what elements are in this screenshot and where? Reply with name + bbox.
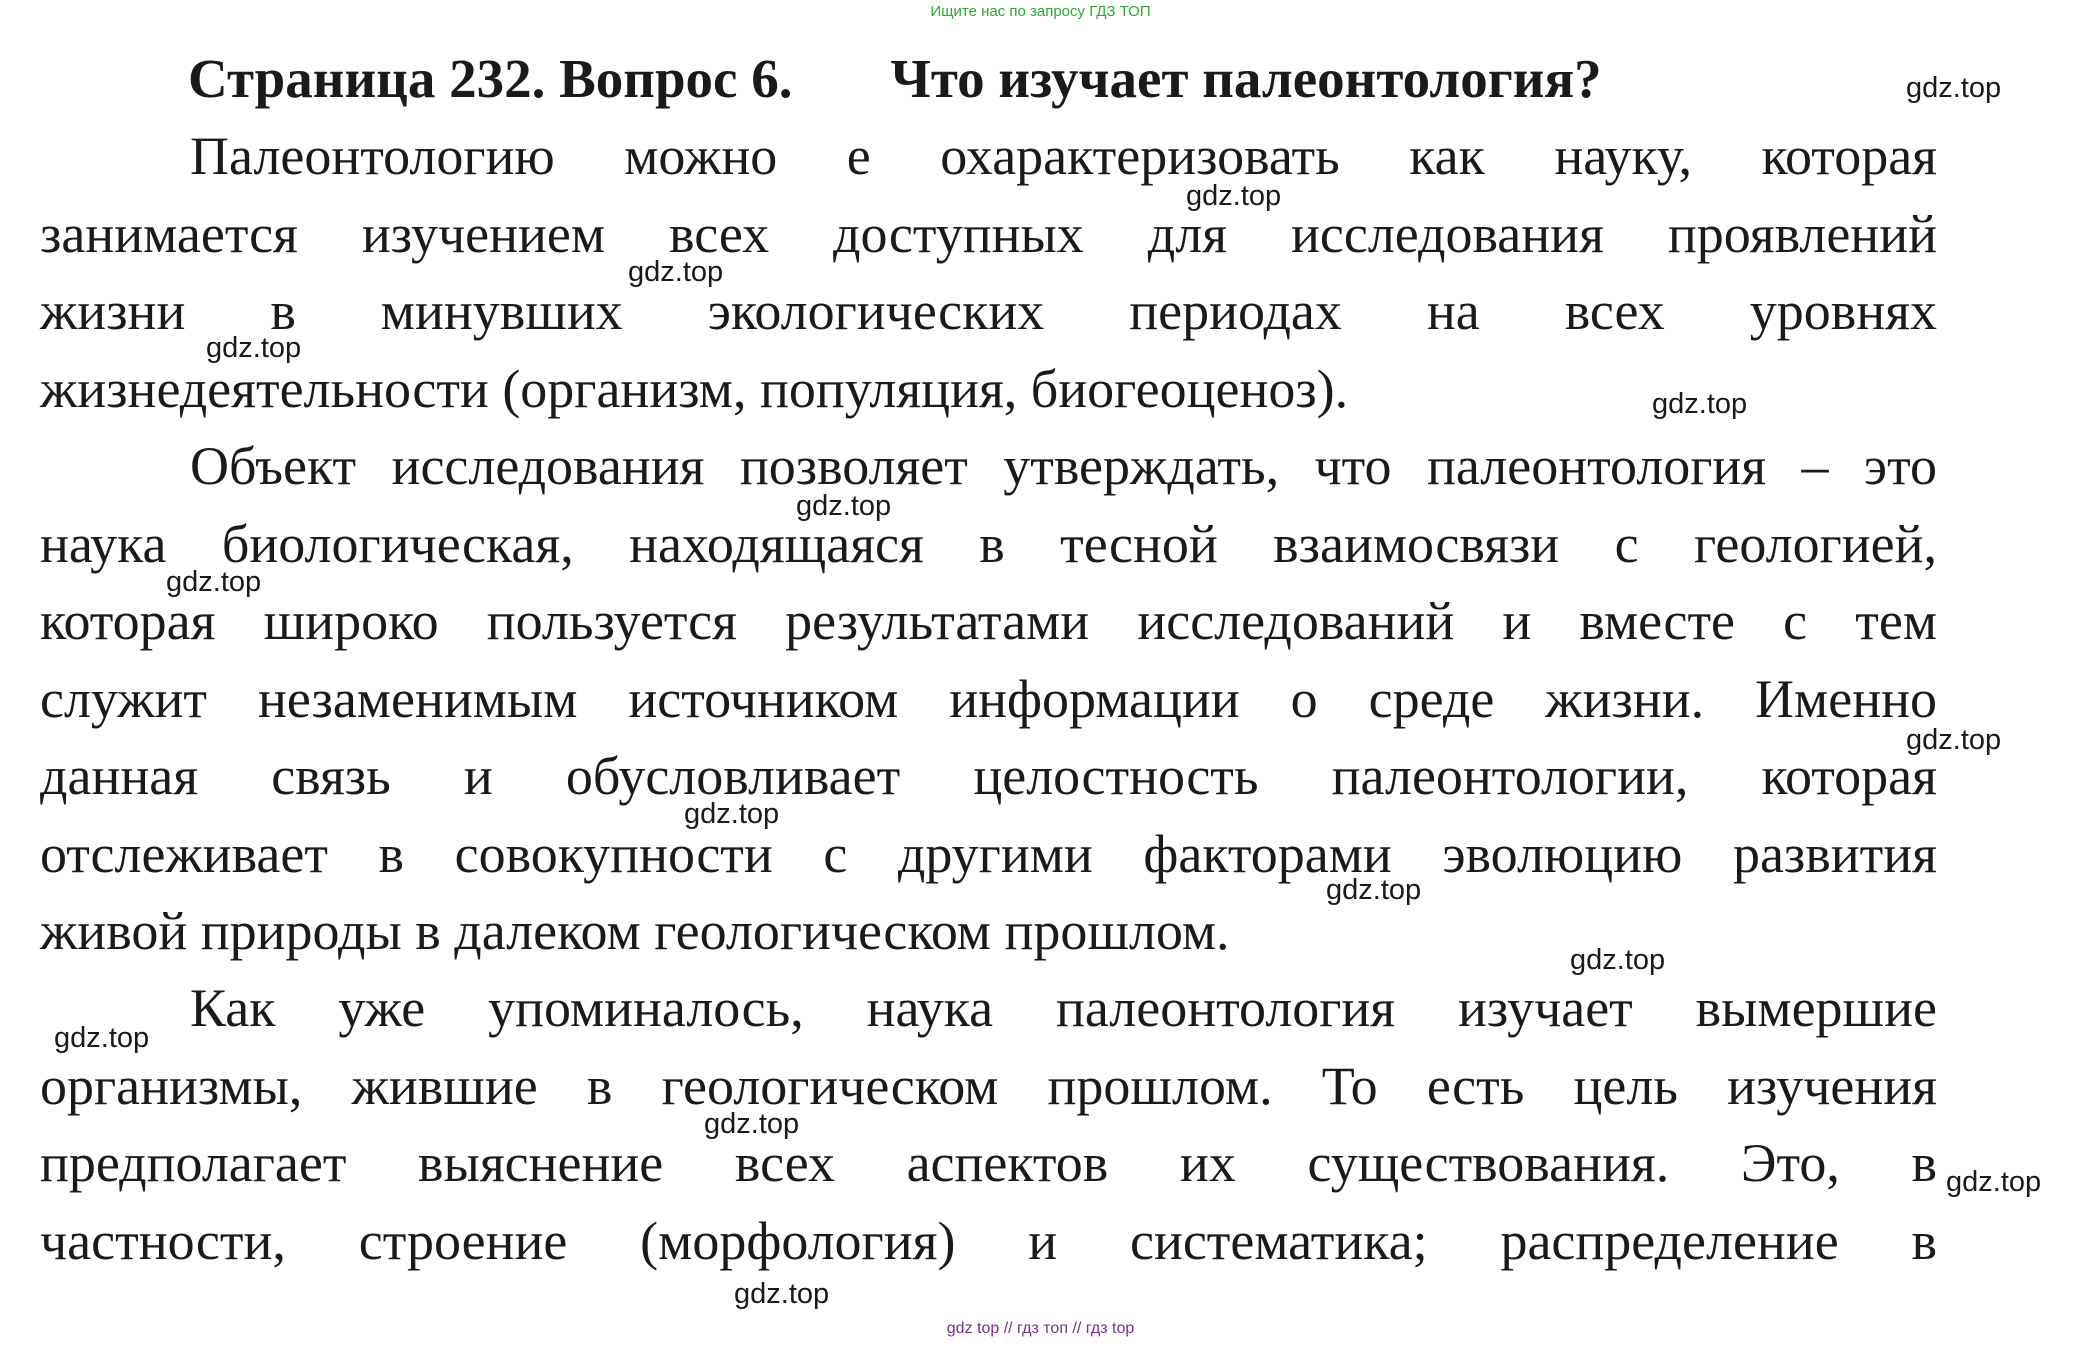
paragraph-line: живой природы в далеком геологическом прошлом. (40, 901, 1230, 961)
page-title (188, 48, 1602, 110)
watermark: gdz.top (684, 798, 780, 830)
paragraph-line: частности, строение (морфология) и систематика; распределение в (40, 1210, 1937, 1271)
paragraph-line: Объект исследования позволяет утверждать, что палеонтология – это (190, 436, 1937, 496)
paragraph-line: жизнедеятельности (организм, популяция, биогеоценоз). (40, 358, 1349, 419)
watermark: gdz.top (1570, 944, 1666, 976)
watermark: gdz.top (1186, 180, 1282, 212)
title-question-number: Страница 232. Вопрос 6. (188, 48, 793, 109)
paragraph-line: которая широко пользуется результатами исследований и вместе с тем (40, 591, 1937, 651)
watermark: gdz.top (1906, 72, 2002, 104)
watermark: gdz.top (704, 1108, 800, 1140)
watermark: gdz.top (628, 256, 724, 288)
watermark: gdz.top (1326, 874, 1422, 906)
paragraph-line: отслеживает в совокупности с другими факторами эволюцию развития (40, 823, 1937, 884)
watermark: gdz.top (206, 332, 302, 364)
paragraph-line: данная связь и обусловливает целостность палеонтологии, которая (40, 746, 1937, 806)
watermark: gdz.top (796, 490, 892, 522)
footer-links[interactable]: gdz top // гдз топ // гдз top (946, 1320, 1135, 1337)
watermark: gdz.top (166, 566, 262, 598)
title-question-text: Что изучает палеонтология? (890, 48, 1602, 109)
paragraph-1 (40, 118, 1937, 428)
watermark: gdz.top (1946, 1166, 2042, 1198)
paragraph-line: предполагает выяснение всех аспектов их существования. Это, в (40, 1133, 1937, 1193)
watermark: gdz.top (734, 1278, 830, 1310)
paragraph-line: организмы, жившие в геологическом прошлом. То есть цель изучения (40, 1055, 1937, 1116)
paragraph-2 (40, 428, 1937, 971)
paragraph-line: наука биологическая, находящаяся в тесной взаимосвязи с геологией, (40, 513, 1937, 574)
paragraph-line: служит незаменимым источником информации о среде жизни. Именно (40, 668, 1937, 729)
paragraph-3 (40, 970, 1937, 1280)
watermark: gdz.top (1652, 388, 1748, 420)
paragraph-line: жизни в минувших экологических периодах на всех уровнях (40, 281, 1937, 341)
paragraph-line: занимается изучением всех доступных для исследования проявлений (40, 203, 1937, 264)
paragraph-line: Как уже упоминалось, наука палеонтология изучает вымершие (190, 978, 1937, 1038)
paragraph-line: Палеонтологию можно е охарактеризовать как науку, которая (190, 126, 1937, 186)
watermark: gdz.top (1906, 724, 2002, 756)
top-banner[interactable]: Ищите нас по запросу ГДЗ ТОП (930, 3, 1151, 20)
watermark: gdz.top (54, 1022, 150, 1054)
